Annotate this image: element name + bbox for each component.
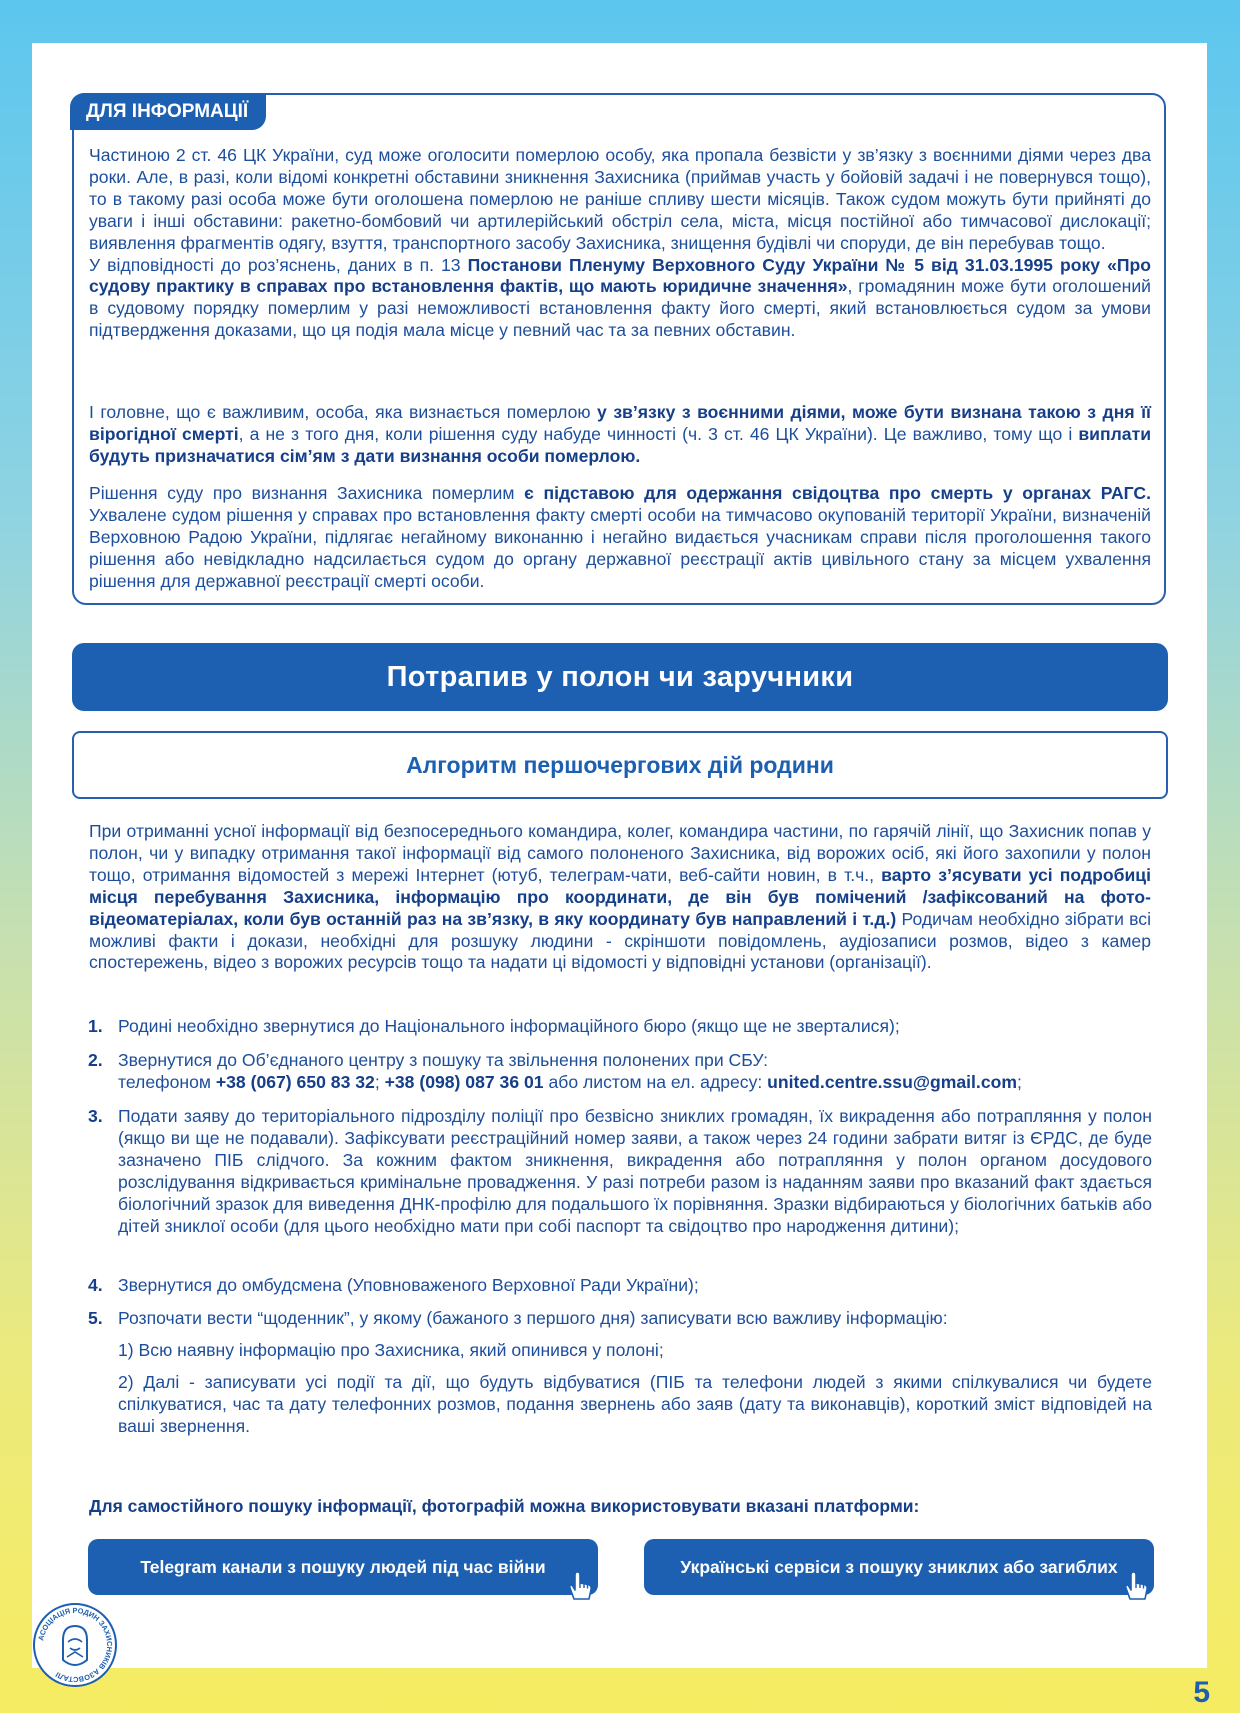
info-p3-bold-2: виплати будуть призначатися сім’ям з дати визнання особи померлою. bbox=[89, 423, 1152, 466]
step-subitem: 2) Далі - записувати усі події та дії, що будуть відбуватися (ПІБ та телефони людей з якими спілкувалися чи будете спілкуватися, час та дату телефонних розмов, подання звернень або заяв (дату та виконавців), короткий зміст відповідей на ваші звернення. bbox=[118, 1372, 1152, 1436]
info-p4-text-2: Ухвалене судом рішення у справах про встановлення факту смерті особи на тимчасово окупованій території України, визначеній Верховною Радою України, підлягає негайному виконанню і негайно видається учасникам справи після проголошення такого рішення або невідкладно надсилається судом до органу державної реєстрації актів цивільного стану за місцем ухвалення рішення для державної реєстрації смерті особи. bbox=[89, 504, 1151, 591]
phone-link-1[interactable]: +38 (067) 650 83 32 bbox=[215, 1071, 375, 1092]
info-paragraph-1 bbox=[89, 145, 1151, 342]
hand-pointer-icon bbox=[564, 1569, 596, 1601]
step-number: 4. bbox=[88, 1275, 103, 1295]
intro-bold: варто з’ясувати усі подробиці місця перебування Захисника, інформацію про координати, де він був помічений /зафіксований на фото- відеоматеріалах, коли був останній раз на зв’язку, в яку координату був направлений і т.д.) bbox=[89, 864, 1151, 929]
step-text: Розпочати вести “щоденник”, у якому (бажаного з першого дня) записувати всю важливу інформацію: bbox=[118, 1308, 948, 1328]
step-text: Звернутися до омбудсмена (Уповноваженого Верховної Ради України); bbox=[118, 1275, 699, 1295]
phone-link-2[interactable]: +38 (098) 087 36 01 bbox=[384, 1071, 544, 1092]
info-p1-text: Частиною 2 ст. 46 ЦК України, суд може оголосити померлою особу, яка пропала безвісти у зв’язку з воєнними діями через два роки. Але, в разі, коли відомі конкретні обставини зникнення Захисника (приймав участь у бойовій задачі і не повернувся тощо), то в такому разі особа може бути оголошена померлою не раніше спливу шести місяців. Також судом можуть бути прийняті до уваги і інші обставини: ракетно-бомбовий чи артилерійський обстріл села, міста, місця постійної або тимчасової дислокації; виявлення фрагментів одягу, взуття, транспортного засобу Захисника, знищення будівлі чи споруди, де він перебував тощо. bbox=[89, 145, 1151, 253]
platforms-heading: Для самостійного пошуку інформації, фотографій можна використовувати вказані платформи: bbox=[89, 1496, 920, 1516]
telegram-channels-button[interactable] bbox=[88, 1539, 598, 1595]
step-text: Подати заяву до територіального підрозділу поліції про безвісно зниклих громадян, їх викрадення або потрапляння у полон (якщо ви ще не подавали). Зафіксувати реєстраційний номер заяви, а також через 24 години забрати витяг із ЄРДС, де буде зазначено ПІБ слідчого. За кожним фактом зникнення, викрадення або потрапляння у полон органом досудового розслідування відкривається кримінальне провадження. У разі потреби разом із наданням заяви про вказаний факт здається біологічний зразок для виведення ДНК-профілю для подальшого їх порівняння. Зразки відбираються у біологічних батьків або дітей зниклої особи (для цього необхідно мати при собі паспорт та свідоцтво про народження дитини); bbox=[118, 1106, 1152, 1236]
email-label: або листом на ел. адресу: bbox=[543, 1071, 768, 1092]
page-card bbox=[32, 43, 1207, 1668]
info-paragraph-4 bbox=[89, 483, 1151, 593]
ukrainian-button-label: Українські сервіси з пошуку зниклих або загиблих bbox=[680, 1557, 1118, 1577]
svg-text:АСОЦІАЦІЯ РОДИН ЗАХИСНИКІВ АЗО: АСОЦІАЦІЯ РОДИН ЗАХИСНИКІВ АЗОВСТАЛІ bbox=[36, 1605, 115, 1685]
separator: ; bbox=[374, 1071, 385, 1092]
info-p2-text: У відповідності до роз’яснень, даних в п. 13 bbox=[89, 254, 468, 275]
info-p3-text-2: , а не з того дня, коли рішення суду набуде чинності (ч. 3 ст. 46 ЦК України). Це важливо, тому що і bbox=[238, 423, 1079, 444]
info-paragraph-3 bbox=[89, 402, 1151, 468]
step-text bbox=[118, 1050, 1152, 1094]
info-p2-text-end: , громадянин може бути оголошений в судовому порядку померлим у разі неможливості встановлення факту його смерті, який встановлюється судом за умови підтвердження доказами, що ця подія мала місце у певний час та за певних обставин. bbox=[89, 276, 1151, 341]
info-p3-text: І головне, що є важливим, особа, яка визнається померлою bbox=[89, 402, 598, 422]
section-title-banner: Потрапив у полон чи заручники bbox=[72, 643, 1168, 711]
info-p4-text: Рішення суду про визнання Захисника померлим bbox=[89, 483, 525, 503]
step-number: 5. bbox=[88, 1308, 103, 1328]
email-link[interactable]: united.centre.ssu@gmail.com bbox=[767, 1071, 1017, 1092]
step-text: Родині необхідно звернутися до Національного інформаційного бюро (якщо ще не зверталися); bbox=[118, 1016, 900, 1036]
info-p4-bold: є підставою для одержання свідоцтва про смерть у органах РАГС. bbox=[524, 483, 1151, 503]
step-number: 3. bbox=[88, 1106, 103, 1126]
algorithm-title: Алгоритм першочергових дій родини bbox=[72, 731, 1168, 799]
step-2-phone-label: телефоном bbox=[118, 1071, 216, 1092]
step-2-line-1: Звернутися до Об’єднаного центру з пошуку та звільнення полонених при СБУ: bbox=[118, 1050, 769, 1070]
ukrainian-services-button[interactable] bbox=[644, 1539, 1154, 1595]
page-number: 5 bbox=[1193, 1676, 1210, 1709]
info-tag: ДЛЯ ІНФОРМАЦІЇ bbox=[70, 93, 266, 130]
info-p2-bold: Постанови Пленуму Верховного Суду України № 5 від 31.03.1995 року «Про судову практику в справах про встановлення фактів, що мають юридичне значення» bbox=[89, 254, 1151, 297]
intro-text-end: Родичам необхідно зібрати всі можливі факти і докази, необхідні для розшуку людини - скріншоти повідомлень, аудіозаписи розмов, відео з камер спостережень, відео з ворожих ресурсів тощо та надати ці відомості у відповідні установи (організації). bbox=[89, 908, 1152, 973]
telegram-button-label: Telegram канали з пошуку людей під час війни bbox=[140, 1557, 546, 1577]
step-subitem: 1) Всю наявну інформацію про Захисника, який опинився у полоні; bbox=[118, 1340, 664, 1360]
intro-paragraph bbox=[89, 821, 1151, 974]
association-logo bbox=[32, 1602, 118, 1688]
info-p3-bold: у зв’язку з воєнними діями, може бути визнана такою з дня її вірогідної смерті bbox=[89, 402, 1151, 444]
intro-text: При отриманні усної інформації від безпосереднього командира, колег, командира частини, по гарячій лінії, що Захисник попав у полон, чи у випадку отримання такої інформації від самого полоненого Захисника, від ворожих осіб, які його захопили у полон тощо, отримання відомостей з мережі Інтернет (ютуб, телеграм-чати, веб-сайти новин, в т.ч., bbox=[89, 821, 1151, 885]
hand-pointer-icon bbox=[1120, 1569, 1152, 1601]
step-number: 1. bbox=[88, 1016, 103, 1036]
step-number: 2. bbox=[88, 1050, 103, 1070]
semicolon: ; bbox=[1017, 1071, 1022, 1092]
